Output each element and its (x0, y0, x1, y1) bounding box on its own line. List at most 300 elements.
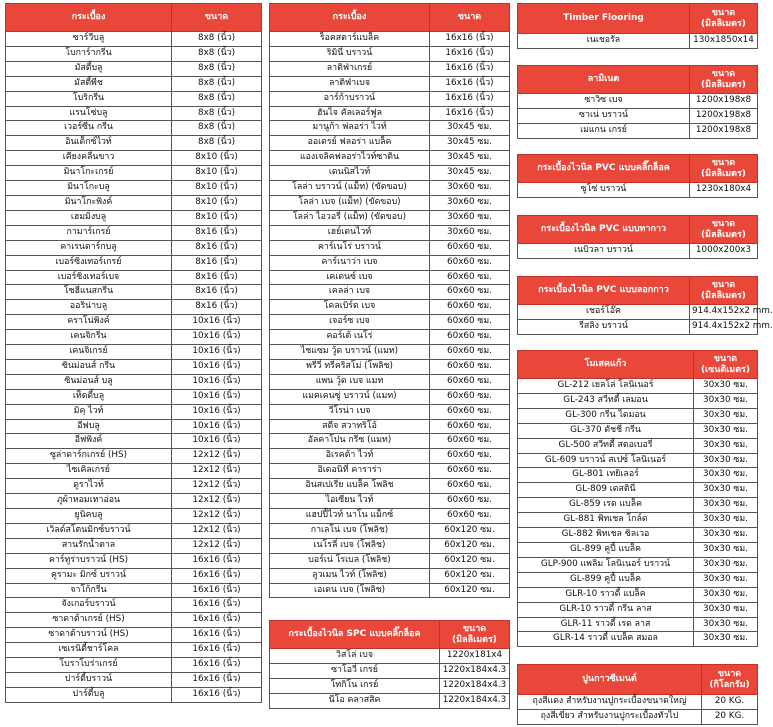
item-name: มินาโกะบลู (6, 181, 172, 196)
item-size: 16x16 (นิ้ว) (172, 687, 262, 702)
table-row (518, 602, 758, 617)
item-name: เนเชอรัล (518, 34, 690, 49)
table-row (270, 538, 510, 553)
item-size: 16x16 (นิ้ว) (430, 106, 510, 121)
item-name: ไซเคิลเกรย์ (6, 464, 172, 479)
table-row (270, 181, 510, 196)
table-row (6, 121, 262, 136)
item-name: GL-899 คูปี้ แบล็ค (518, 542, 694, 557)
table-row (6, 449, 262, 464)
item-name: ซูโซ่ บราวน์ (518, 183, 690, 198)
pvc-loose-size-header: ขนาด (มิลลิเมตร) (690, 277, 758, 305)
item-size: 16x16 (นิ้ว) (430, 61, 510, 76)
item-size: 12x12 (นิ้ว) (172, 538, 262, 553)
item-size: 8x10 (นิ้ว) (172, 210, 262, 225)
item-name: เนบิวลา บราวน์ (518, 244, 690, 259)
tile-table-2 (269, 3, 510, 598)
item-name: ลูวเมน ไวท์ (โพลิช) (270, 568, 430, 583)
table-row (270, 151, 510, 166)
item-size: 8x16 (นิ้ว) (172, 285, 262, 300)
item-name: โบริกรีน (6, 91, 172, 106)
item-name: อีฟพิงค์ (6, 434, 172, 449)
table-row (6, 464, 262, 479)
item-size: 16x16 (นิ้ว) (172, 613, 262, 628)
item-size: 8x16 (นิ้ว) (172, 300, 262, 315)
item-name: GL-300 กรีน ไดมอน (518, 408, 694, 423)
table-row (270, 61, 510, 76)
item-size: 12x12 (นิ้ว) (172, 523, 262, 538)
table-row (6, 330, 262, 345)
item-size: 8x10 (นิ้ว) (172, 181, 262, 196)
item-name: จังเกอร์บราวน์ (6, 598, 172, 613)
item-name: พรีวี่ ทรีคริสโม่ (โพลิช) (270, 359, 430, 374)
item-size: 30x60 ซม. (430, 195, 510, 210)
item-name: ซาวิซ เบจ (518, 94, 690, 109)
item-size: 30x30 ซม. (694, 632, 758, 647)
item-name: เนโรลี่ เบจ (โพลิช) (270, 538, 430, 553)
table-row (6, 568, 262, 583)
table-row (6, 210, 262, 225)
item-name: GL-500 สวีทตี้ สตอเบอรี่ (518, 438, 694, 453)
table-row (518, 542, 758, 557)
table-row (6, 151, 262, 166)
table-row (6, 136, 262, 151)
item-size: 8x8 (นิ้ว) (172, 121, 262, 136)
table-row (518, 34, 758, 49)
table-row (518, 108, 758, 123)
table-row (270, 300, 510, 315)
item-size: 60x60 ซม. (430, 404, 510, 419)
item-size: 16x16 (นิ้ว) (172, 628, 262, 643)
table-row (270, 583, 510, 598)
item-name: อาร์ก้าบราวน์ (270, 91, 430, 106)
item-name: มัสตี้พีช (6, 76, 172, 91)
table-row (518, 183, 758, 198)
item-size: 30x30 ซม. (694, 602, 758, 617)
item-size: 914.4x152x2 mm. (690, 319, 758, 334)
item-size: 1230x180x4 (690, 183, 758, 198)
item-size: 16x16 (นิ้ว) (430, 91, 510, 106)
item-size: 16x16 (นิ้ว) (172, 643, 262, 658)
pvc-click-size-header: ขนาด (มิลลิเมตร) (690, 155, 758, 183)
table-row (270, 693, 510, 708)
item-size: 16x16 (นิ้ว) (172, 568, 262, 583)
item-name: ปาร์ตี้บลู (6, 687, 172, 702)
item-name: เท็ดดี้บลู (6, 389, 172, 404)
table-row (270, 32, 510, 47)
item-name: วิสโล่ เบจ (270, 649, 440, 664)
item-name: ยูนิคบลู (6, 509, 172, 524)
item-name: เฮย์เดนไวท์ (270, 225, 430, 240)
table-row (6, 225, 262, 240)
item-size: 8x8 (นิ้ว) (172, 106, 262, 121)
item-name: คราโน่พิงค์ (6, 315, 172, 330)
table-row (6, 181, 262, 196)
item-name: โซฮีแนสกรีน (6, 285, 172, 300)
table-row (518, 423, 758, 438)
table-row (270, 76, 510, 91)
table-row (6, 509, 262, 524)
table-row (6, 91, 262, 106)
item-size: 30x45 ซม. (430, 121, 510, 136)
item-name: โลล่า เบจ (แม็ท) (ขัดขอบ) (270, 195, 430, 210)
table-row (270, 240, 510, 255)
spc-table (269, 620, 510, 709)
table-row (6, 494, 262, 509)
item-name: วีโรน่า เบจ (270, 404, 430, 419)
item-size: 130x1850x14 (690, 34, 758, 49)
table-row (6, 658, 262, 673)
table-row (6, 479, 262, 494)
item-name: GL-899 คูปี้ แบล็ค (518, 572, 694, 587)
table-row (270, 345, 510, 360)
table-row (518, 319, 758, 334)
item-name: GLP-900 แพลิ่ม โลนิเนอร์ บราวน์ (518, 557, 694, 572)
item-size: 10x16 (นิ้ว) (172, 315, 262, 330)
table-row (6, 285, 262, 300)
pvc-glue-header: กระเบื้องไวนิล PVC แบบทากาว (518, 216, 690, 244)
item-size: 60x120 ซม. (430, 568, 510, 583)
spc-header: กระเบื้องไวนิล SPC แบบคลิ๊กล็อค (270, 621, 440, 649)
item-name: แมคเคนซู่ บราวน์ (แมท) (270, 389, 430, 404)
item-size: 8x10 (นิ้ว) (172, 195, 262, 210)
table-row (270, 649, 510, 664)
cement-header: ปูนกาวซีเมนต์ (518, 665, 702, 695)
table-row (6, 255, 262, 270)
item-name: คาร์เนาว่า เบจ (270, 255, 430, 270)
item-name: ซาร์วีบลู (6, 32, 172, 47)
laminate-header: ลามิเนต (518, 66, 690, 94)
table-row (6, 195, 262, 210)
item-size: 30x30 ซม. (694, 408, 758, 423)
item-name: เคนจิกรีน (6, 330, 172, 345)
table-row (518, 528, 758, 543)
mosaic-size-header: ขนาด (เซนติเมตร) (694, 351, 758, 379)
item-name: ลาติฟ่าเบจ (270, 76, 430, 91)
item-size: 8x16 (นิ้ว) (172, 270, 262, 285)
item-size: 60x60 ซม. (430, 315, 510, 330)
table-row (518, 305, 758, 320)
item-size: 60x60 ซม. (430, 359, 510, 374)
item-size: 60x120 ซม. (430, 583, 510, 598)
table-row (270, 255, 510, 270)
item-size: 10x16 (นิ้ว) (172, 434, 262, 449)
item-size: 60x60 ซม. (430, 419, 510, 434)
item-name: คูรามะ มิกซ์ บราวน์ (6, 568, 172, 583)
table-row (6, 240, 262, 255)
item-size: 60x60 ซม. (430, 494, 510, 509)
table-row (6, 404, 262, 419)
item-name: โบการ์ากรีน (6, 46, 172, 61)
item-size: 1220x184x4.3 (440, 663, 510, 678)
table-row (270, 494, 510, 509)
table-row (6, 553, 262, 568)
table-row (518, 632, 758, 647)
item-size: 30x30 ซม. (694, 557, 758, 572)
item-name: ร็อคสตาร์แบล็ค (270, 32, 430, 47)
item-name: ซาดาต้าเกรย์ (HS) (6, 613, 172, 628)
item-size: 8x8 (นิ้ว) (172, 91, 262, 106)
item-name: เดนนิสไวท์ (270, 166, 430, 181)
table-row (270, 553, 510, 568)
item-size: 60x60 ซม. (430, 434, 510, 449)
table-row (270, 479, 510, 494)
table-row (6, 166, 262, 181)
item-size: 20 KG. (702, 709, 758, 724)
item-name: นีโอ คลาสสิค (270, 693, 440, 708)
item-size: 12x12 (นิ้ว) (172, 464, 262, 479)
table-row (6, 315, 262, 330)
item-size: 30x30 ซม. (694, 483, 758, 498)
table-row (518, 572, 758, 587)
table-row (518, 244, 758, 259)
table-row (270, 46, 510, 61)
item-name: อิเดอนิที่ คาราร่า (270, 464, 430, 479)
item-name: เคเดนซ์ เบจ (270, 270, 430, 285)
item-name: ดูราไวท์ (6, 479, 172, 494)
item-name: กาเลโน่ เบจ (โพลิช) (270, 523, 430, 538)
item-size: 8x16 (นิ้ว) (172, 225, 262, 240)
table-row (518, 617, 758, 632)
item-size: 1200x198x8 (690, 108, 758, 123)
item-size: 8x10 (นิ้ว) (172, 166, 262, 181)
item-name: ริมินี่ บราวน์ (270, 46, 430, 61)
item-size: 30x45 ซม. (430, 166, 510, 181)
item-name: เซเรนิตี้ชาร์โคล (6, 643, 172, 658)
table-row (270, 464, 510, 479)
item-name: GL-370 ดัชชี่ กรีน (518, 423, 694, 438)
item-size: 30x60 ซม. (430, 225, 510, 240)
item-name: คอร์เต้ เนโร่ (270, 330, 430, 345)
item-name: มินาโกะพิงค์ (6, 195, 172, 210)
item-name: ปาร์ตี้บราวน์ (6, 672, 172, 687)
table-row (518, 123, 758, 138)
tile-table-1 (5, 3, 262, 703)
item-name: เฮมมิ่งบลู (6, 210, 172, 225)
item-size: 30x60 ซม. (430, 210, 510, 225)
item-size: 10x16 (นิ้ว) (172, 389, 262, 404)
table-row (270, 434, 510, 449)
item-size: 30x30 ซม. (694, 438, 758, 453)
table-row (6, 76, 262, 91)
item-name: เบอร์ซิ่งเทอร์เบจ (6, 270, 172, 285)
table-row (6, 672, 262, 687)
item-size: 12x12 (นิ้ว) (172, 449, 262, 464)
item-name: GL-882 พิทเชล ซิลเวอ (518, 528, 694, 543)
item-size: 60x120 ซม. (430, 538, 510, 553)
table-row (270, 330, 510, 345)
mosaic-header: โมเสคแก้ว (518, 351, 694, 379)
table-row (6, 389, 262, 404)
timber-size-header: ขนาด (มิลลิเมตร) (690, 4, 758, 34)
table-row (518, 468, 758, 483)
table-row (518, 94, 758, 109)
item-name: คาร์เนโร่ บราวน์ (270, 240, 430, 255)
table-row (270, 136, 510, 151)
table-row (270, 285, 510, 300)
item-size: 60x60 ซม. (430, 285, 510, 300)
pvc-glue-table (517, 215, 758, 259)
item-size: 1220x184x4.3 (440, 693, 510, 708)
item-size: 8x8 (นิ้ว) (172, 76, 262, 91)
item-name: ซูล่าดาร์กเกรย์ (HS) (6, 449, 172, 464)
item-name: เอเดน เบจ (โพลิช) (270, 583, 430, 598)
table-row (270, 225, 510, 240)
table-row (270, 449, 510, 464)
table-row (270, 374, 510, 389)
spc-size-header: ขนาด (มิลลิเมตร) (440, 621, 510, 649)
table-row (270, 663, 510, 678)
item-size: 1220x181x4 (440, 649, 510, 664)
timber-header: Timber Flooring (518, 4, 690, 34)
table-row (518, 438, 758, 453)
item-size: 60x120 ซม. (430, 553, 510, 568)
item-size: 10x16 (นิ้ว) (172, 330, 262, 345)
item-name: อิเรคต้า ไวท์ (270, 449, 430, 464)
item-name: ไอเซียน ไวท์ (270, 494, 430, 509)
table-row (6, 46, 262, 61)
table-row (6, 419, 262, 434)
item-name: โลล่า ไอวอรี่ (แม็ท) (ขัดขอบ) (270, 210, 430, 225)
table-row (6, 628, 262, 643)
table-row (270, 359, 510, 374)
table-row (270, 419, 510, 434)
item-size: 8x8 (นิ้ว) (172, 61, 262, 76)
table-row (6, 523, 262, 538)
table-row (6, 687, 262, 702)
item-size: 30x30 ซม. (694, 572, 758, 587)
item-size: 10x16 (นิ้ว) (172, 345, 262, 360)
item-name: รีสลิง บราวน์ (518, 319, 690, 334)
table-row (6, 583, 262, 598)
pvc-click-table (517, 154, 758, 198)
item-size: 20 KG. (702, 695, 758, 710)
header-name: กระเบื้อง (6, 4, 172, 32)
item-name: เคียงคลื่นขาว (6, 151, 172, 166)
pvc-click-header: กระเบื้องไวนิล PVC แบบคลิ๊กล็อค (518, 155, 690, 183)
item-size: 8x8 (นิ้ว) (172, 32, 262, 47)
table-row (6, 598, 262, 613)
item-size: 60x60 ซม. (430, 300, 510, 315)
pvc-glue-size-header: ขนาด (มิลลิเมตร) (690, 216, 758, 244)
item-name: โทกิโน เกรย์ (270, 678, 440, 693)
table-row (6, 32, 262, 47)
table-row (518, 393, 758, 408)
item-name: เชอร์โอ๊ค (518, 305, 690, 320)
item-size: 10x16 (นิ้ว) (172, 374, 262, 389)
header-name: กระเบื้อง (270, 4, 430, 32)
item-size: 16x16 (นิ้ว) (172, 672, 262, 687)
table-row (270, 106, 510, 121)
table-row (518, 709, 758, 724)
item-name: เคนจิเกรย์ (6, 345, 172, 360)
item-name: มัสตี้บลู (6, 61, 172, 76)
item-size: 30x30 ซม. (694, 393, 758, 408)
item-size: 1220x184x4.3 (440, 678, 510, 693)
item-name: ไชแซม วู้ด บราวน์ (แมท) (270, 345, 430, 360)
item-size: 1000x200x3 (690, 244, 758, 259)
item-name: คาเรนดาร์กบลู (6, 240, 172, 255)
item-size: 16x16 (นิ้ว) (172, 658, 262, 673)
table-row (270, 195, 510, 210)
table-row (270, 389, 510, 404)
item-size: 8x8 (นิ้ว) (172, 46, 262, 61)
table-row (270, 568, 510, 583)
item-name: โลล่า บราวน์ (แม็ท) (ขัดขอบ) (270, 181, 430, 196)
item-size: 12x12 (นิ้ว) (172, 494, 262, 509)
item-name: ซินม่อนส์ กรีน (6, 359, 172, 374)
item-size: 60x120 ซม. (430, 523, 510, 538)
item-name: เวอร์ซีน กรีน (6, 121, 172, 136)
item-size: 30x30 ซม. (694, 513, 758, 528)
pvc-loose-table (517, 276, 773, 335)
item-size: 30x30 ซม. (694, 498, 758, 513)
item-name: อินสเปเรีย แบล็ค โพลิช (270, 479, 430, 494)
table-row (270, 121, 510, 136)
item-size: 30x30 ซม. (694, 468, 758, 483)
table-row (270, 210, 510, 225)
item-size: 30x30 ซม. (694, 423, 758, 438)
item-name: ถุงสีแดง สำหรับงานปูกระเบื้องขนาดใหญ่ (518, 695, 702, 710)
item-name: GL-801 เทยิเลอร์ (518, 468, 694, 483)
table-row (270, 523, 510, 538)
item-size: 8x16 (นิ้ว) (172, 240, 262, 255)
table-row (6, 345, 262, 360)
item-name: แองเจลิคฟลอร่าไวท์ซาติน (270, 151, 430, 166)
table-row (518, 453, 758, 468)
item-name: จาโก้กรีน (6, 583, 172, 598)
item-name: GL-809 เดสตินี่ (518, 483, 694, 498)
item-name: GLR-10 ราวดี้ แบล็ค (518, 587, 694, 602)
item-name: GL-609 บราวน์ สเปซ์ โลนิเนอร์ (518, 453, 694, 468)
item-name: GL-212 เยลโล่ โลนิเนอร์ (518, 379, 694, 394)
item-size: 60x60 ซม. (430, 449, 510, 464)
item-name: แฮปปี้ไวท์ นาโน แม็กซ์ (270, 509, 430, 524)
table-row (6, 359, 262, 374)
item-name: GLR-10 ราวดี้ กรีน ลาส (518, 602, 694, 617)
table-row (518, 587, 758, 602)
item-size: 16x16 (นิ้ว) (172, 583, 262, 598)
table-row (6, 106, 262, 121)
item-size: 60x60 ซม. (430, 479, 510, 494)
table-row (270, 166, 510, 181)
item-size: 60x60 ซม. (430, 509, 510, 524)
table-row (518, 557, 758, 572)
item-size: 914.4x152x2 mm. (690, 305, 758, 320)
item-name: มินาโกะเกรย์ (6, 166, 172, 181)
item-name: GLR-11 ราวดี้ เรด ลาส (518, 617, 694, 632)
item-size: 60x60 ซม. (430, 255, 510, 270)
item-size: 10x16 (นิ้ว) (172, 359, 262, 374)
item-name: อัลคาโปน กรีซ (แมท) (270, 434, 430, 449)
laminate-table (517, 65, 758, 139)
item-size: 60x60 ซม. (430, 270, 510, 285)
item-name: มานูก้า ฟลอร่า ไวท์ (270, 121, 430, 136)
table-row (518, 408, 758, 423)
item-size: 16x16 (นิ้ว) (430, 32, 510, 47)
table-row (6, 613, 262, 628)
item-name: ภูผ้าหอมเทาอ่อน (6, 494, 172, 509)
item-name: อีฟบลู (6, 419, 172, 434)
item-name: แพน วู้ด เบจ แมท (270, 374, 430, 389)
item-name: ซาโอวี่ เกรย์ (270, 663, 440, 678)
item-name: กามาร์เกรย์ (6, 225, 172, 240)
item-name: แรนโซ่บลู (6, 106, 172, 121)
timber-table (517, 3, 758, 49)
table-row (518, 695, 758, 710)
item-size: 60x60 ซม. (430, 240, 510, 255)
item-name: เจอร์ซ เบจ (270, 315, 430, 330)
